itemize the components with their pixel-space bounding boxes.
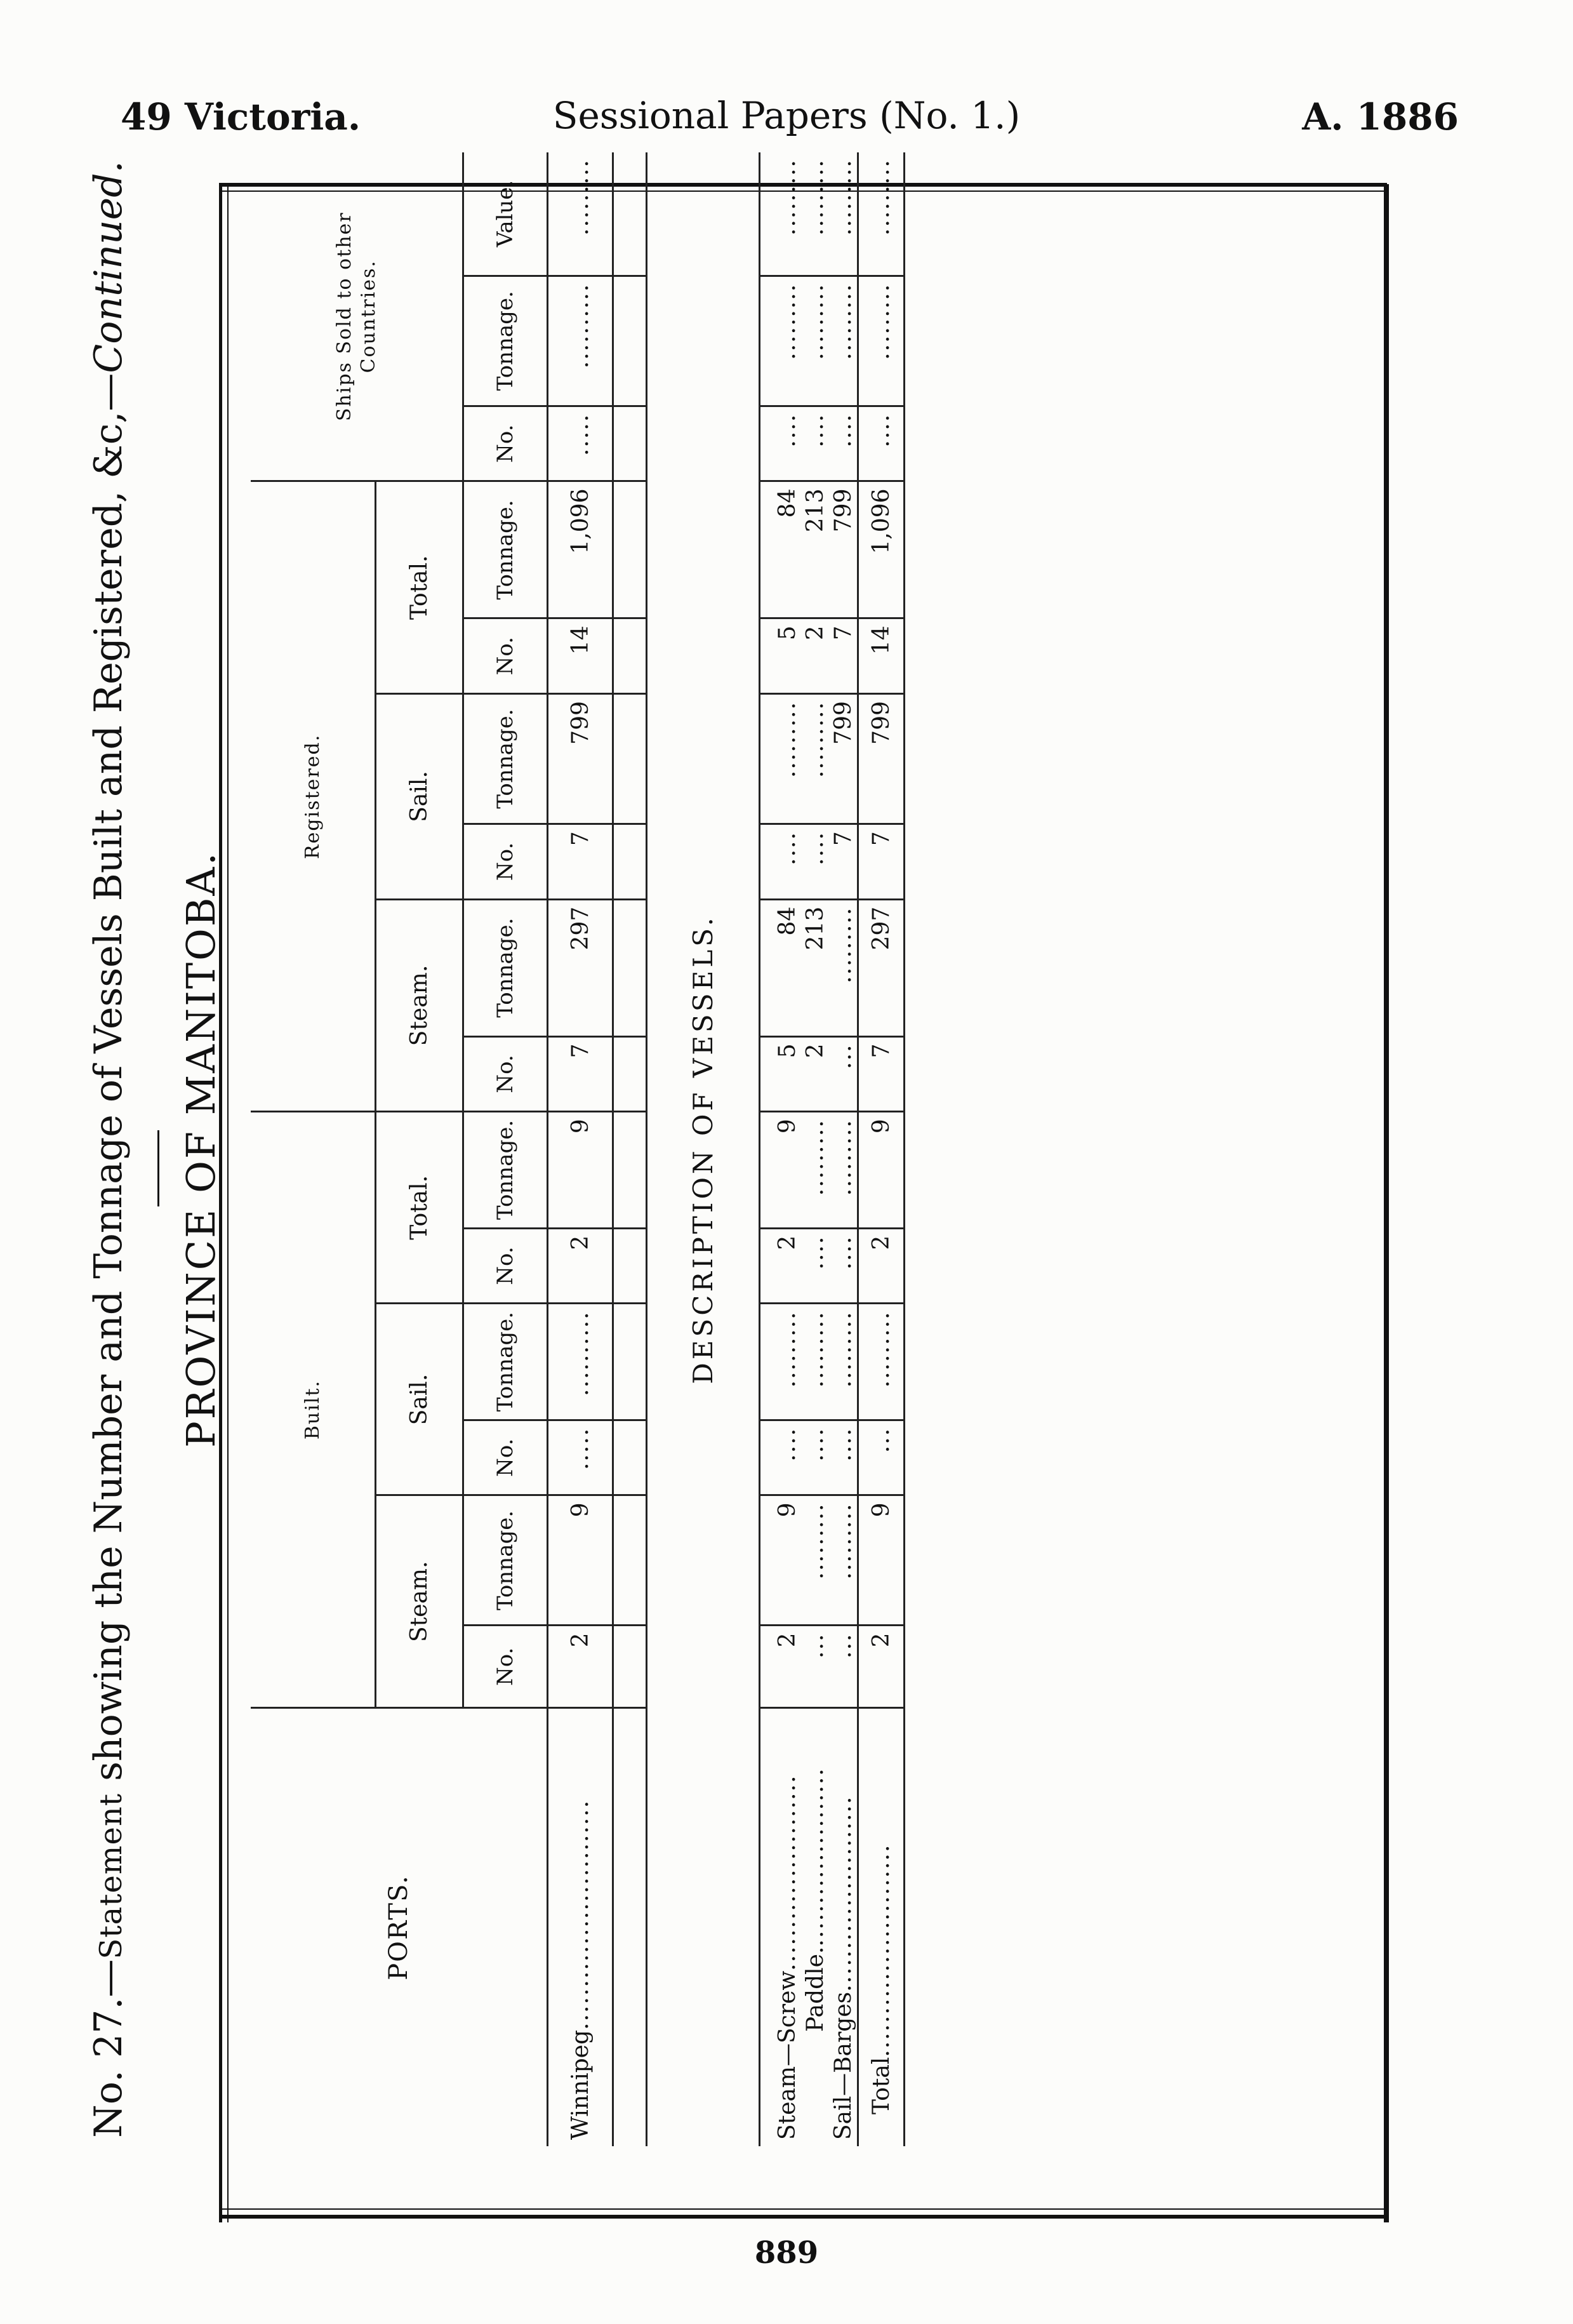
col-tonnage: Tonnage. bbox=[463, 1495, 548, 1626]
title-statement-word: Statement bbox=[93, 1793, 129, 1960]
cell: 14 bbox=[858, 618, 905, 694]
cell: ......... bbox=[760, 1304, 802, 1420]
page-header-left: 49 Victoria. bbox=[121, 95, 361, 138]
cell: .... bbox=[829, 406, 858, 481]
sold-header: Ships Sold to other Countries. bbox=[251, 152, 463, 481]
leader-dots: ....................... bbox=[774, 1774, 800, 1971]
table-row-total bbox=[858, 152, 905, 2146]
statement-title bbox=[86, 102, 131, 2197]
right-border bbox=[1384, 184, 1389, 2222]
cell: ..... bbox=[548, 406, 613, 481]
cell: .... bbox=[801, 406, 829, 481]
cell: .......... bbox=[548, 276, 613, 406]
registered-steam-header: Steam. bbox=[376, 899, 463, 1111]
cell: 2 bbox=[858, 1228, 905, 1304]
port-name bbox=[548, 1707, 613, 2146]
page-header-right: A. 1886 bbox=[1302, 95, 1459, 138]
cell: 2 bbox=[548, 1228, 613, 1304]
col-no: No. bbox=[463, 824, 548, 900]
ports-header: PORTS. bbox=[384, 1874, 413, 1980]
cell: .... bbox=[829, 1420, 858, 1495]
cell: ... bbox=[858, 1420, 905, 1495]
cell: 213 bbox=[801, 481, 829, 618]
cell: 9 bbox=[760, 1112, 802, 1228]
cell: ......... bbox=[801, 152, 829, 276]
cell: .... bbox=[858, 406, 905, 481]
cell: 799 bbox=[829, 481, 858, 618]
cell: .... bbox=[760, 1420, 802, 1495]
cell: ......... bbox=[829, 152, 858, 276]
col-no: No. bbox=[463, 1228, 548, 1304]
table-row bbox=[760, 152, 802, 2146]
cell: .......... bbox=[548, 1304, 613, 1420]
cell: 84 bbox=[760, 899, 802, 1036]
cell: .... bbox=[760, 406, 802, 481]
cell: 799 bbox=[829, 694, 858, 824]
cell: 799 bbox=[858, 694, 905, 824]
table-row bbox=[829, 152, 858, 2146]
built-total-header: Total. bbox=[376, 1112, 463, 1304]
registered-sail-header: Sail. bbox=[376, 694, 463, 900]
province-heading: PROVINCE OF MANITOBA. bbox=[178, 851, 224, 1448]
cell: ......... bbox=[801, 276, 829, 406]
col-tonnage: Tonnage. bbox=[463, 1304, 548, 1420]
table-row bbox=[548, 152, 613, 2146]
cell: ..... bbox=[548, 1420, 613, 1495]
cell: ......... bbox=[829, 1304, 858, 1420]
cell: 7 bbox=[548, 1036, 613, 1112]
col-tonnage: Tonnage. bbox=[463, 694, 548, 824]
col-no: No. bbox=[463, 618, 548, 694]
cell: ......... bbox=[829, 276, 858, 406]
col-tonnage: Tonnage. bbox=[463, 276, 548, 406]
cell: ......... bbox=[801, 1112, 829, 1228]
cell: ......... bbox=[829, 1112, 858, 1228]
col-tonnage: Tonnage. bbox=[463, 899, 548, 1036]
col-no: No. bbox=[463, 1420, 548, 1495]
built-header: Built. bbox=[251, 1112, 376, 1708]
title-text: showing the Number and Tonnage of Vessels Built and Registered, &c,— bbox=[86, 373, 131, 1793]
cell: ... bbox=[801, 1626, 829, 1707]
leader-dots: ......................... bbox=[868, 1843, 894, 2057]
cell: 2 bbox=[801, 618, 829, 694]
cell: ... bbox=[829, 1036, 858, 1112]
cell: ......... bbox=[760, 152, 802, 276]
cell: ......... bbox=[760, 694, 802, 824]
cell: 5 bbox=[760, 618, 802, 694]
cell: 7 bbox=[548, 824, 613, 900]
title-number: No. 27.— bbox=[86, 1959, 131, 2138]
cell: 9 bbox=[760, 1495, 802, 1626]
title-divider bbox=[157, 1130, 159, 1206]
col-tonnage: Tonnage. bbox=[463, 481, 548, 618]
title-continued: Continued. bbox=[86, 161, 131, 373]
col-no: No. bbox=[463, 1626, 548, 1707]
cell: 9 bbox=[858, 1112, 905, 1228]
vessel-type-text: Steam—Screw bbox=[774, 1970, 800, 2140]
cell: ......... bbox=[858, 1304, 905, 1420]
cell: 9 bbox=[858, 1495, 905, 1626]
cell: 7 bbox=[829, 618, 858, 694]
col-value: Value. bbox=[463, 152, 548, 276]
cell: 2 bbox=[858, 1626, 905, 1707]
vessel-type-text: Paddle. bbox=[802, 1946, 828, 2032]
cell: 7 bbox=[829, 824, 858, 900]
bottom-rule-thin bbox=[219, 2208, 1387, 2210]
statement-table bbox=[251, 152, 905, 2146]
page-number: 889 bbox=[754, 2235, 819, 2271]
cell: ... bbox=[829, 1626, 858, 1707]
vessel-type bbox=[829, 1707, 858, 2146]
cell: 2 bbox=[760, 1228, 802, 1304]
rotated-statement bbox=[86, 102, 1358, 2197]
leader-dots: ....................... bbox=[830, 1795, 856, 1992]
cell: 7 bbox=[858, 824, 905, 900]
cell: ......... bbox=[548, 152, 613, 276]
total-label bbox=[858, 1707, 905, 2146]
cell: 9 bbox=[548, 1495, 613, 1626]
cell: 2 bbox=[548, 1626, 613, 1707]
cell: 14 bbox=[548, 618, 613, 694]
cell: .... bbox=[801, 1228, 829, 1304]
vessel-type bbox=[801, 1707, 829, 2146]
vessel-type bbox=[760, 1707, 802, 2146]
cell: 799 bbox=[548, 694, 613, 824]
registered-header: Registered. bbox=[251, 481, 376, 1112]
leader-dots: ........................... bbox=[567, 1799, 594, 2030]
cell: 84 bbox=[760, 481, 802, 618]
cell: .... bbox=[829, 1228, 858, 1304]
description-heading: DESCRIPTION OF VESSELS. bbox=[647, 152, 760, 2146]
cell: ......... bbox=[858, 152, 905, 276]
built-steam-header: Steam. bbox=[376, 1495, 463, 1707]
port-name-text: Winnipeg bbox=[567, 2029, 594, 2140]
cell: 1,096 bbox=[548, 481, 613, 618]
bottom-rule bbox=[219, 2215, 1387, 2219]
cell: .... bbox=[801, 824, 829, 900]
cell: 5 bbox=[760, 1036, 802, 1112]
cell: 2 bbox=[801, 1036, 829, 1112]
col-tonnage: Tonnage. bbox=[463, 1112, 548, 1228]
cell: ......... bbox=[858, 276, 905, 406]
cell: ......... bbox=[829, 1495, 858, 1626]
cell: ......... bbox=[801, 694, 829, 824]
cell: 213 bbox=[801, 899, 829, 1036]
table-row bbox=[801, 152, 829, 2146]
cell: ......... bbox=[801, 1304, 829, 1420]
cell: ......... bbox=[801, 1495, 829, 1626]
cell: .... bbox=[760, 824, 802, 900]
total-label-text: Total bbox=[868, 2057, 894, 2114]
cell: ......... bbox=[760, 276, 802, 406]
cell: 2 bbox=[760, 1626, 802, 1707]
cell: 1,096 bbox=[858, 481, 905, 618]
cell: 9 bbox=[548, 1112, 613, 1228]
vessel-type-text: Sail—Barges bbox=[830, 1991, 856, 2140]
leader-dots: ..................... bbox=[802, 1767, 828, 1947]
col-no: No. bbox=[463, 406, 548, 481]
col-no: No. bbox=[463, 1036, 548, 1112]
cell: 297 bbox=[858, 899, 905, 1036]
page-header-center: Sessional Papers (No. 1.) bbox=[552, 94, 1021, 137]
cell: ......... bbox=[829, 899, 858, 1036]
cell: 297 bbox=[548, 899, 613, 1036]
built-sail-header: Sail. bbox=[376, 1304, 463, 1495]
registered-total-header: Total. bbox=[376, 481, 463, 694]
cell: 7 bbox=[858, 1036, 905, 1112]
cell: .... bbox=[801, 1420, 829, 1495]
